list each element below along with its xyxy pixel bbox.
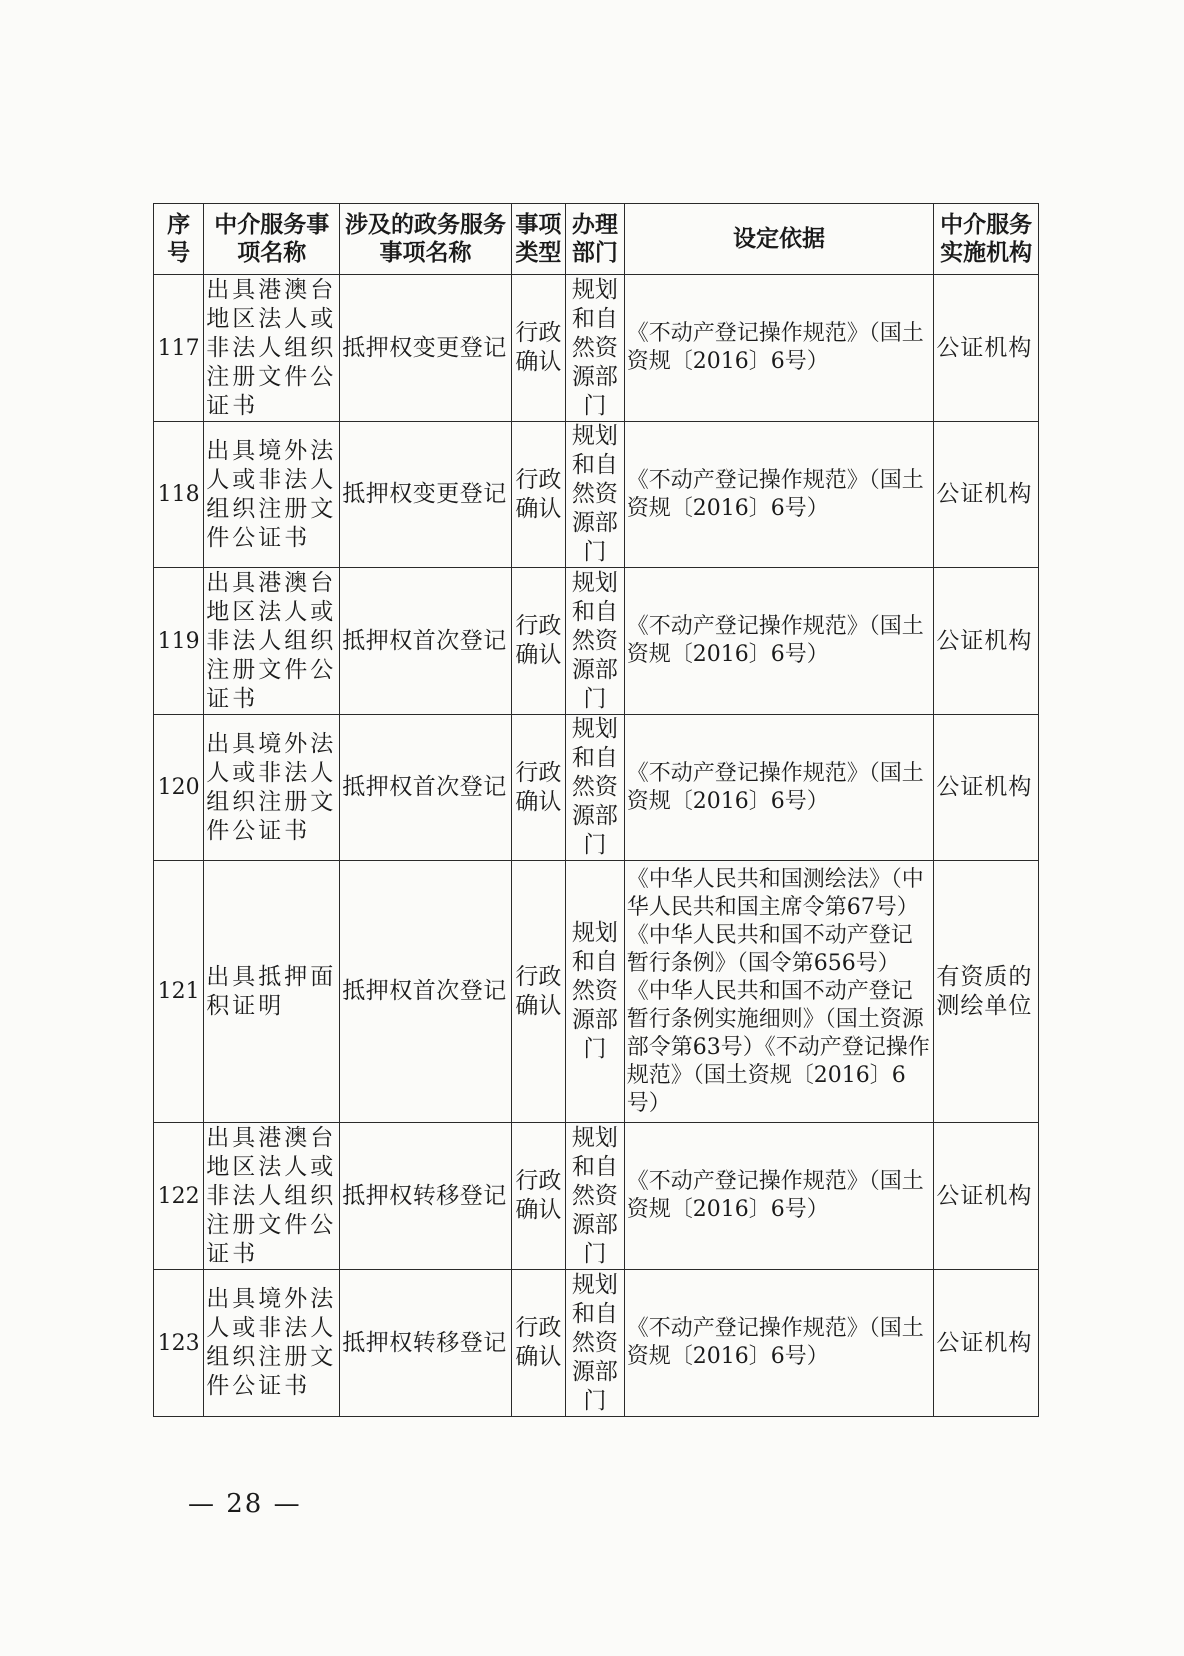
row-service-name: 出具港澳台地区法人或非法人组织注册文件公证书 <box>204 275 340 422</box>
row-type: 行政确认 <box>511 861 565 1123</box>
row-dept: 规划和自然资源部门 <box>566 422 625 568</box>
row-service-name: 出具抵押面积证明 <box>204 861 340 1123</box>
row-type: 行政确认 <box>511 1123 565 1270</box>
table-row <box>154 275 1039 422</box>
row-institution: 公证机构 <box>934 1123 1039 1270</box>
row-dept: 规划和自然资源部门 <box>566 568 625 715</box>
row-gov-service: 抵押权转移登记 <box>340 1270 512 1417</box>
row-basis: 《不动产登记操作规范》（国土资规〔2016〕6号） <box>624 275 934 422</box>
row-basis: 《不动产登记操作规范》（国土资规〔2016〕6号） <box>624 422 934 568</box>
row-dept: 规划和自然资源部门 <box>566 715 625 861</box>
header-gov-service: 涉及的政务服务事项名称 <box>340 204 512 275</box>
row-gov-service: 抵押权首次登记 <box>340 861 512 1123</box>
table-header-row <box>154 204 1039 275</box>
header-dept: 办理部门 <box>566 204 625 275</box>
row-service-name: 出具境外法人或非法人组织注册文件公证书 <box>204 715 340 861</box>
row-service-name: 出具港澳台地区法人或非法人组织注册文件公证书 <box>204 568 340 715</box>
row-institution: 公证机构 <box>934 275 1039 422</box>
row-type: 行政确认 <box>511 715 565 861</box>
row-basis: 《不动产登记操作规范》（国土资规〔2016〕6号） <box>624 568 934 715</box>
row-gov-service: 抵押权变更登记 <box>340 275 512 422</box>
row-institution: 公证机构 <box>934 568 1039 715</box>
table-row <box>154 861 1039 1123</box>
row-institution: 有资质的测绘单位 <box>934 861 1039 1123</box>
row-service-name: 出具境外法人或非法人组织注册文件公证书 <box>204 1270 340 1417</box>
row-type: 行政确认 <box>511 568 565 715</box>
row-no: 117 <box>154 275 204 422</box>
row-type: 行政确认 <box>511 275 565 422</box>
service-table <box>153 203 1039 1417</box>
row-no: 119 <box>154 568 204 715</box>
row-no: 123 <box>154 1270 204 1417</box>
row-no: 122 <box>154 1123 204 1270</box>
row-type: 行政确认 <box>511 1270 565 1417</box>
row-no: 118 <box>154 422 204 568</box>
row-basis: 《不动产登记操作规范》（国土资规〔2016〕6号） <box>624 715 934 861</box>
table-row <box>154 715 1039 861</box>
row-basis: 《不动产登记操作规范》（国土资规〔2016〕6号） <box>624 1123 934 1270</box>
row-service-name: 出具境外法人或非法人组织注册文件公证书 <box>204 422 340 568</box>
row-dept: 规划和自然资源部门 <box>566 1270 625 1417</box>
header-service-name: 中介服务事项名称 <box>204 204 340 275</box>
header-no: 序号 <box>154 204 204 275</box>
row-gov-service: 抵押权转移登记 <box>340 1123 512 1270</box>
row-type: 行政确认 <box>511 422 565 568</box>
row-dept: 规划和自然资源部门 <box>566 1123 625 1270</box>
row-service-name: 出具港澳台地区法人或非法人组织注册文件公证书 <box>204 1123 340 1270</box>
header-type: 事项类型 <box>511 204 565 275</box>
table-row <box>154 568 1039 715</box>
row-dept: 规划和自然资源部门 <box>566 275 625 422</box>
header-basis: 设定依据 <box>624 204 934 275</box>
table-row <box>154 1123 1039 1270</box>
row-institution: 公证机构 <box>934 715 1039 861</box>
row-gov-service: 抵押权首次登记 <box>340 568 512 715</box>
row-basis: 《不动产登记操作规范》（国土资规〔2016〕6号） <box>624 1270 934 1417</box>
header-institution: 中介服务实施机构 <box>934 204 1039 275</box>
page-number: — 28 — <box>188 1489 302 1519</box>
row-institution: 公证机构 <box>934 1270 1039 1417</box>
row-basis: 《中华人民共和国测绘法》（中华人民共和国主席令第67号）《中华人民共和国不动产登记暂行条例》（国令第656号）《中华人民共和国不动产登记暂行条例实施细则》（国土资源部令第63号）《不动产登记操作规范》（国土资规〔2016〕6号） <box>624 861 934 1123</box>
row-gov-service: 抵押权首次登记 <box>340 715 512 861</box>
row-no: 121 <box>154 861 204 1123</box>
row-institution: 公证机构 <box>934 422 1039 568</box>
table-row <box>154 1270 1039 1417</box>
row-dept: 规划和自然资源部门 <box>566 861 625 1123</box>
row-gov-service: 抵押权变更登记 <box>340 422 512 568</box>
row-no: 120 <box>154 715 204 861</box>
table-row <box>154 422 1039 568</box>
